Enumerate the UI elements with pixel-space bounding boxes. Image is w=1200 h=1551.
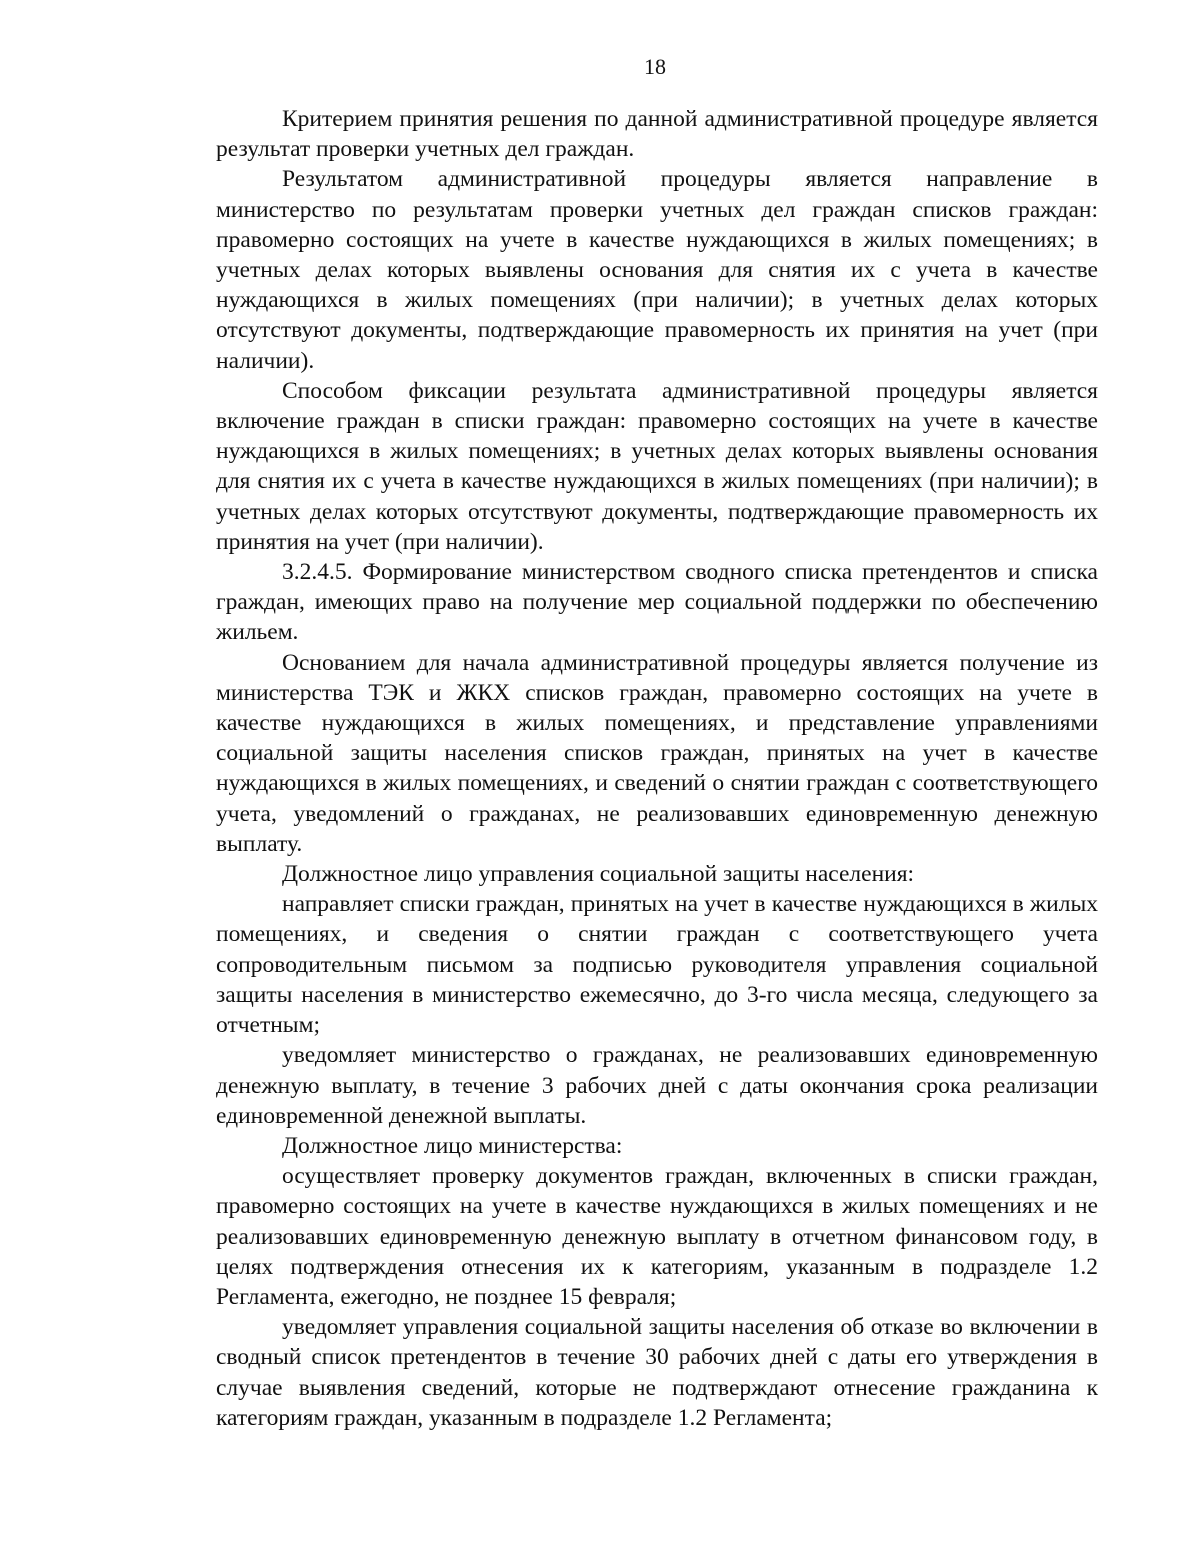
paragraph-decision-criterion: Критерием принятия решения по данной административной процедуре является результат проверки учетных дел граждан. xyxy=(216,106,1098,163)
document-body xyxy=(216,104,1098,1433)
paragraph-procedure-basis: Основанием для начала административной процедуры является получение из министерства ТЭК и ЖКХ списков граждан, правомерно состоящих на учете в качестве нуждающихся в жилых помещениях, и представление управлениями социальной защиты населения списков граждан, принятых на учет в качестве нуждающихся в жилых помещениях, и сведений о снятии граждан с соответствующего учета, уведомлений о гражданах, не реализовавших единовременную денежную выплату. xyxy=(216,649,1098,857)
paragraph-ministry-official: Должностное лицо министерства: xyxy=(282,1132,623,1159)
paragraph-procedure-result: Результатом административной процедуры является направление в министерство по результатам проверки учетных дел граждан списков граждан: правомерно состоящих на учете в качестве нуждающихся в жилых помещениях; в учетных делах которых выявлены основания для снятия их с учета в качестве нуждающихся в жилых помещениях (при наличии); в учетных делах которых отсутствуют документы, подтверждающие правомерность их принятия на учет (при наличии). xyxy=(216,166,1098,374)
paragraph-section-3-2-4-5: 3.2.4.5. Формирование министерством сводного списка претендентов и списка граждан, имеющих право на получение мер социальной поддержки по обеспечению жильем. xyxy=(216,559,1098,646)
paragraph-notifies-refusal: уведомляет управления социальной защиты населения об отказе во включении в сводный список претендентов в течение 30 рабочих дней с даты его утверждения в случае выявления сведений, которые не подтверждают отнесение гражданина к категориям граждан, указанным в подразделе 1.2 Регламента; xyxy=(216,1314,1098,1431)
paragraph-social-protection-official: Должностное лицо управления социальной защиты населения: xyxy=(282,861,915,888)
paragraph-notifies-ministry: уведомляет министерство о гражданах, не реализовавших единовременную денежную выплату, в течение 3 рабочих дней с даты окончания срока реализации единовременной денежной выплаты. xyxy=(216,1042,1098,1129)
paragraph-verifies-documents: осуществляет проверку документов граждан, включенных в списки граждан, правомерно состоящих на учете в качестве нуждающихся в жилых помещениях и не реализовавших единовременную денежную выплату в отчетном финансовом году, в целях подтверждения отнесения их к категориям, указанным в подразделе 1.2 Регламента, ежегодно, не позднее 15 февраля; xyxy=(216,1163,1098,1310)
page-number: 18 xyxy=(644,54,666,79)
paragraph-result-recording: Способом фиксации результата административной процедуры является включение граждан в списки граждан: правомерно состоящих на учете в качестве нуждающихся в жилых помещениях; в учетных делах которых выявлены основания для снятия их с учета в качестве нуждающихся в жилых помещениях (при наличии); в учетных делах которых отсутствуют документы, подтверждающие правомерность их принятия на учет (при наличии). xyxy=(216,377,1098,555)
paragraph-sends-lists: направляет списки граждан, принятых на учет в качестве нуждающихся в жилых помещениях, и сведения о снятии граждан с соответствующего учета сопроводительным письмом за подписью руководителя управления социальной защиты населения в министерство ежемесячно, до 3-го числа месяца, следующего за отчетным; xyxy=(216,891,1098,1039)
